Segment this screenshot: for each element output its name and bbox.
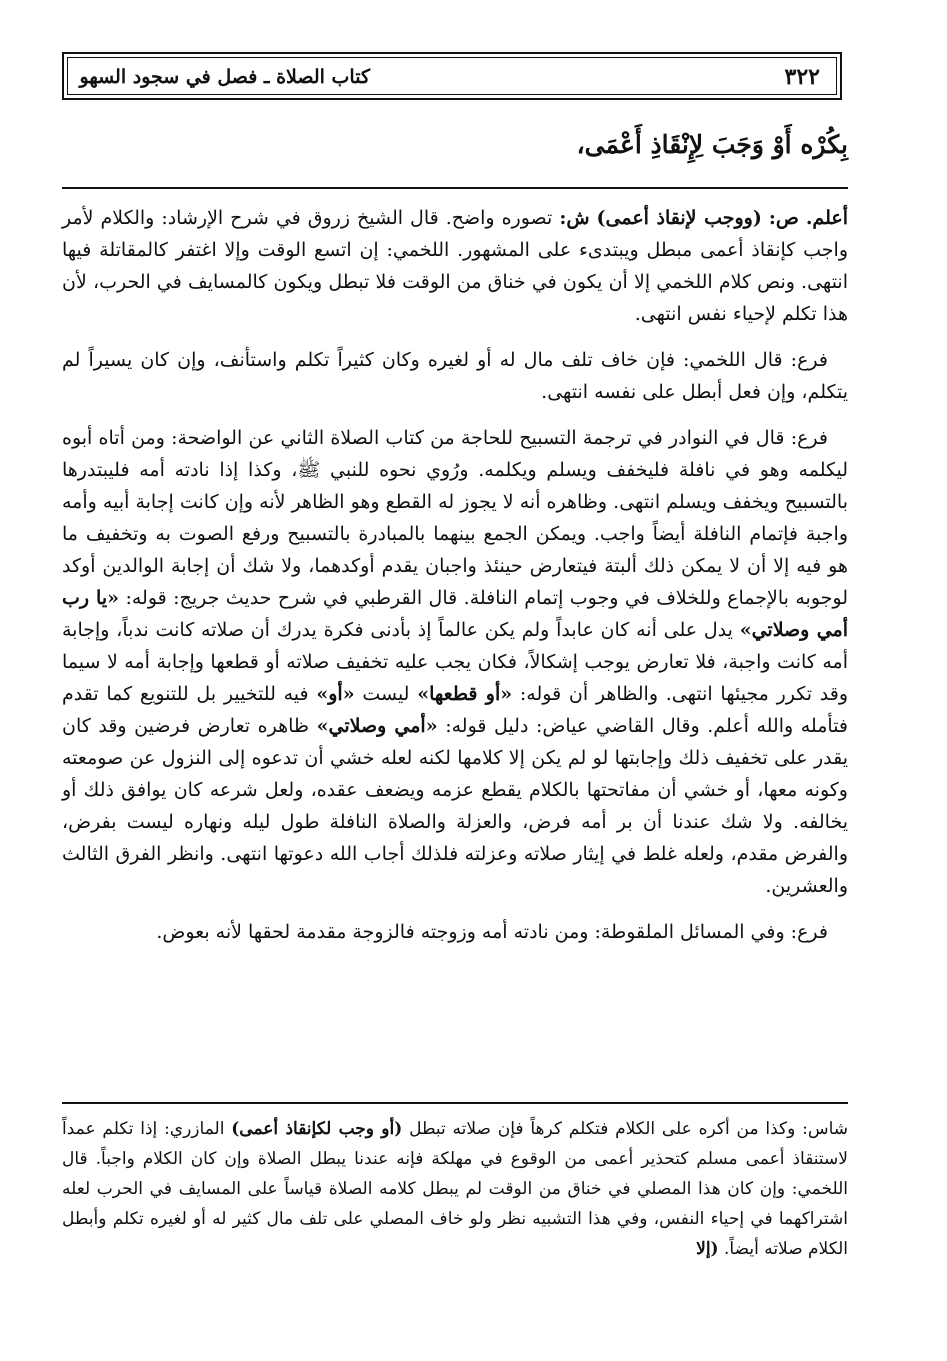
branch-paragraph: [62, 422, 848, 902]
sheen-marker: ش:: [559, 207, 590, 229]
footnote-paragraph: [62, 1114, 848, 1264]
branch-text: فيه للتخيير بل للتنويع كما تقدم فتأمله والله أعلم. وقال القاضي عياض: دليل قوله:: [62, 683, 849, 737]
quote: «أو»: [316, 683, 355, 705]
divider-top: [62, 187, 848, 189]
branch-text: يدل على أنه كان عابداً ولم يكن عالماً إذ بأدنى فكرة يدرك أن صلاته كانت ندباً، وإجابة أمه كانت واجبة، فلا تعارض يوجب إشكالاً، فكان يجب عليه تخفيف صلاته أو قطعها وإجابة أمه لا سيما وقد تكرر مجيئها انتهى. والظاهر أن قوله:: [62, 619, 849, 705]
commentary-text: تصوره واضح. قال الشيخ زروق في شرح الإرشاد: والكلام لأمر واجب كإنقاذ أعمى مبطل ويبتدىء على المشهور. اللخمي: إن اتسع الوقت وإلا اغتفر كالمقاتلة فيها انتهى. ونص كلام اللخمي إلا أن يكون في خناق من الوقت فلا تبطل ويكون كالمسايف في الحرب، لأن هذا تكلم لإحياء نفس انتهى.: [62, 207, 848, 325]
lemma: (ووجب لإنقاذ أعمى): [596, 207, 762, 229]
footnote-lemma: (أو وجب لكإنقاذ أعمى): [231, 1119, 403, 1139]
quote: «أو قطعها»: [417, 683, 513, 705]
branch-paragraph: فرع: قال اللخمي: فإن خاف تلف مال له أو لغيره وكان كثيراً تكلم واستأنف، وإن كان يسيراً لم يتكلم، وإن فعل أبطل على نفسه انتهى.: [62, 349, 848, 403]
divider-footnote: [62, 1102, 848, 1104]
branch-text: فرع: قال في النوادر في ترجمة التسبيح للحاجة من كتاب الصلاة الثاني عن الواضحة: ومن أتاه أبوه ليكلمه وهو في نافلة فليخفف ويسلم ويكلمه. ورُوي نحوه للنبي ﷺ، وكذا إذا نادته أمه فليبتدرها بالتسبيح ويخفف ويسلم انتهى. وظاهره أنه لا يجوز له القطع وهو الظاهر لأنه وإن كانت إجابة أبيه وأمه واجبة فإتمام النافلة أيضاً واجب. ويمكن الجمع بينهما بالمبادرة بالتسبيح ورفع الصوت به وتخفيف ما هو فيه إلا أن لا يمكن ذلك ألبتة فيتعارض حينئذ واجبان يقدم أوكدهما، ولا شك أن إجابة الوالدين أوكد لوجوبه بالإجماع وللخلاف في وجوب إتمام النافلة. قال القرطبي في شرح حديث جريج: قوله:: [62, 427, 848, 609]
quote: «أمي وصلاتي»: [316, 715, 438, 737]
commentary-paragraph: [62, 202, 848, 330]
lead-word: أعلم.: [805, 207, 848, 229]
sad-marker: ص:: [768, 207, 799, 229]
page-number: ٣٢٢: [784, 64, 820, 90]
quote: «يا رب أمي وصلاتي»: [62, 587, 848, 641]
footnote: [62, 1114, 848, 1264]
footnote-continuation: (إلا: [696, 1239, 719, 1259]
footnote-text: شاس: وكذا من أكره على الكلام فتكلم كرهاً فإن صلاته تبطل: [409, 1119, 848, 1139]
running-title: كتاب الصلاة ـ فصل في سجود السهو: [79, 66, 370, 88]
branch-text: ليست: [362, 683, 410, 705]
branch-paragraph: فرع: وفي المسائل الملقوطة: ومن نادته أمه وزوجته فالزوجة مقدمة لحقها لأنه بعوض.: [156, 921, 828, 943]
page-header: [62, 52, 842, 100]
verse-line: بِكُرْه أَوْ وَجَبَ لِإِنْقَاذِ أَعْمَى،: [576, 130, 848, 159]
branch-text: ظاهره تعارض فرضين وقد كان يقدر على تخفيف ذلك وإجابتها لو لم يكن إلا كلامها لكنه لعله خشي أن تدعوه إلى النزول عن صومعته وكونه معها، أو خشي أن مفاتحتها بالكلام يقطع عزمه ويضعف عقده، ولعل شرعه كان يوافق ذلك أو يخالفه. ولا شك عندنا أن بر أمه فرض، والعزلة والصلاة النافلة طول ليله ونهاره ليست بفرض، والفرض مقدم، ولعله غلط في إيثار صلاته وعزلته فلذلك أجاب الله دعوتها انتهى. وانظر الفرق الثالث والعشرين.: [62, 715, 848, 897]
book-page: [62, 52, 848, 1342]
commentary: [62, 202, 848, 962]
footnote-text: المازري: إذا تكلم عمداً لاستنقاذ أعمى مسلم كتحذير أعمى من الوقوع في مهلكة فإنه عندنا يبطل الصلاة وإن كان الكلام واجباً. قال اللخمي: وإن كان هذا المصلي في خناق من الوقت لم يبطل كلامه الصلاة قياساً على المسايف في الحرب لعله اشتراكهما في إحياء النفس، وفي هذا التشبيه نظر ولو خاف المصلي على تلف مال كثير له أو لغيره تكلم وأبطل الكلام صلاته أيضاً.: [62, 1119, 848, 1259]
